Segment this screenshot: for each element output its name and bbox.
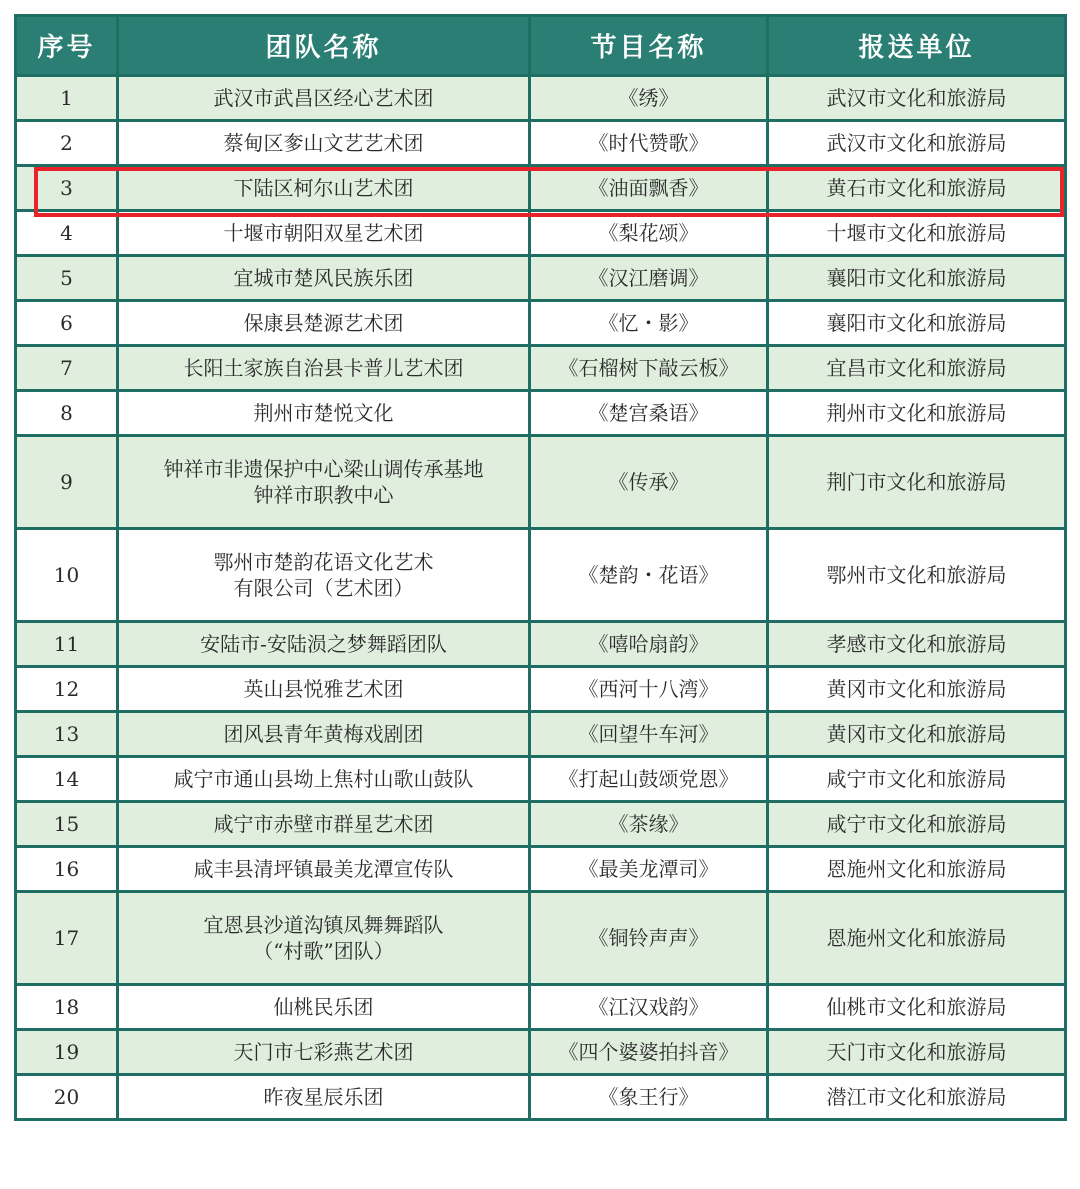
table-row <box>16 211 1066 256</box>
team-name-cell <box>118 256 530 301</box>
submitting-unit-cell: 武汉市文化和旅游局 <box>768 121 1066 166</box>
team-name-line: 武汉市武昌区经心艺术团 <box>213 86 434 110</box>
team-name-line: 鄂州市楚韵花语文化艺术 <box>213 550 434 574</box>
table-row <box>16 667 1066 712</box>
submitting-unit-cell: 咸宁市文化和旅游局 <box>768 757 1066 802</box>
table-row <box>16 301 1066 346</box>
program-name-cell: 《忆・影》 <box>530 301 768 346</box>
team-name-cell <box>118 892 530 985</box>
team-name-cell <box>118 166 530 211</box>
team-name-line: 安陆市-安陆涢之梦舞蹈团队 <box>200 632 447 656</box>
program-name-cell: 《打起山鼓颂党恩》 <box>530 757 768 802</box>
submitting-unit-cell: 武汉市文化和旅游局 <box>768 76 1066 121</box>
table-row <box>16 622 1066 667</box>
team-name-line: 英山县悦雅艺术团 <box>243 677 404 701</box>
submitting-unit-cell: 黄冈市文化和旅游局 <box>768 712 1066 757</box>
team-name-line: 宜恩县沙道沟镇凤舞舞蹈队 <box>203 913 444 937</box>
table-row <box>16 166 1066 211</box>
table-row <box>16 1075 1066 1120</box>
team-name-line: 宜城市楚风民族乐团 <box>233 266 414 290</box>
program-name-cell: 《四个婆婆拍抖音》 <box>530 1030 768 1075</box>
team-name-line: 咸宁市通山县坳上焦村山歌山鼓队 <box>173 767 474 791</box>
team-name-line: 蔡甸区奓山文艺艺术团 <box>223 131 424 155</box>
program-name-cell: 《传承》 <box>530 436 768 529</box>
table-row <box>16 256 1066 301</box>
serial-number-cell: 19 <box>16 1030 118 1075</box>
serial-number-cell: 17 <box>16 892 118 985</box>
team-name-cell <box>118 76 530 121</box>
team-name-line: 长阳土家族自治县卡普儿艺术团 <box>183 356 464 380</box>
team-name-cell <box>118 712 530 757</box>
program-name-cell: 《梨花颂》 <box>530 211 768 256</box>
serial-number-cell: 15 <box>16 802 118 847</box>
program-name-cell: 《时代赞歌》 <box>530 121 768 166</box>
program-name-cell: 《汉江磨调》 <box>530 256 768 301</box>
serial-number-cell: 12 <box>16 667 118 712</box>
serial-number-cell: 9 <box>16 436 118 529</box>
program-name-cell: 《石榴树下敲云板》 <box>530 346 768 391</box>
team-name-cell <box>118 529 530 622</box>
serial-number-cell: 13 <box>16 712 118 757</box>
program-name-cell: 《回望牛车河》 <box>530 712 768 757</box>
program-name-cell: 《铜铃声声》 <box>530 892 768 985</box>
table-row <box>16 712 1066 757</box>
table-row <box>16 346 1066 391</box>
program-name-cell: 《最美龙潭司》 <box>530 847 768 892</box>
team-name-cell <box>118 301 530 346</box>
team-name-cell <box>118 391 530 436</box>
table-row <box>16 436 1066 529</box>
program-name-cell: 《楚韵・花语》 <box>530 529 768 622</box>
program-list-table-container <box>14 14 1064 1121</box>
serial-number-cell: 3 <box>16 166 118 211</box>
table-row <box>16 391 1066 436</box>
team-name-cell <box>118 211 530 256</box>
table-row <box>16 892 1066 985</box>
program-name-cell: 《西河十八湾》 <box>530 667 768 712</box>
team-name-line: 钟祥市非遗保护中心梁山调传承基地 <box>163 457 484 481</box>
submitting-unit-cell: 宜昌市文化和旅游局 <box>768 346 1066 391</box>
team-name-cell <box>118 436 530 529</box>
table-row <box>16 757 1066 802</box>
team-name-cell <box>118 667 530 712</box>
program-name-cell: 《楚宫桑语》 <box>530 391 768 436</box>
table-row <box>16 847 1066 892</box>
team-name-cell <box>118 802 530 847</box>
program-name-cell: 《嘻哈扇韵》 <box>530 622 768 667</box>
team-name-line: 仙桃民乐团 <box>273 995 374 1019</box>
team-name-cell <box>118 121 530 166</box>
submitting-unit-cell: 咸宁市文化和旅游局 <box>768 802 1066 847</box>
table-row <box>16 121 1066 166</box>
table-row <box>16 1030 1066 1075</box>
team-name-line: 十堰市朝阳双星艺术团 <box>223 221 424 245</box>
team-name-cell <box>118 1075 530 1120</box>
submitting-unit-cell: 仙桃市文化和旅游局 <box>768 985 1066 1030</box>
serial-number-cell: 10 <box>16 529 118 622</box>
submitting-unit-cell: 恩施州文化和旅游局 <box>768 892 1066 985</box>
header-serial-number: 序号 <box>16 16 118 76</box>
team-name-line: 钟祥市职教中心 <box>253 483 394 507</box>
team-name-line: 咸丰县清坪镇最美龙潭宣传队 <box>193 857 454 881</box>
team-name-cell <box>118 1030 530 1075</box>
team-name-cell <box>118 985 530 1030</box>
submitting-unit-cell: 黄冈市文化和旅游局 <box>768 667 1066 712</box>
header-submitting-unit: 报送单位 <box>768 16 1066 76</box>
serial-number-cell: 18 <box>16 985 118 1030</box>
team-name-line: 保康县楚源艺术团 <box>243 311 404 335</box>
team-name-cell <box>118 346 530 391</box>
submitting-unit-cell: 天门市文化和旅游局 <box>768 1030 1066 1075</box>
submitting-unit-cell: 黄石市文化和旅游局 <box>768 166 1066 211</box>
submitting-unit-cell: 荆州市文化和旅游局 <box>768 391 1066 436</box>
serial-number-cell: 16 <box>16 847 118 892</box>
submitting-unit-cell: 鄂州市文化和旅游局 <box>768 529 1066 622</box>
submitting-unit-cell: 潜江市文化和旅游局 <box>768 1075 1066 1120</box>
table-header-row <box>16 16 1066 76</box>
program-name-cell: 《江汉戏韵》 <box>530 985 768 1030</box>
table-row <box>16 76 1066 121</box>
serial-number-cell: 6 <box>16 301 118 346</box>
serial-number-cell: 11 <box>16 622 118 667</box>
serial-number-cell: 1 <box>16 76 118 121</box>
serial-number-cell: 5 <box>16 256 118 301</box>
team-name-line: 昨夜星辰乐团 <box>263 1085 384 1109</box>
serial-number-cell: 4 <box>16 211 118 256</box>
team-name-line: 有限公司（艺术团） <box>233 576 414 600</box>
submitting-unit-cell: 恩施州文化和旅游局 <box>768 847 1066 892</box>
team-name-line: 下陆区柯尔山艺术团 <box>233 176 414 200</box>
serial-number-cell: 2 <box>16 121 118 166</box>
program-name-cell: 《象王行》 <box>530 1075 768 1120</box>
header-program-name: 节目名称 <box>530 16 768 76</box>
team-name-line: 天门市七彩燕艺术团 <box>233 1040 414 1064</box>
submitting-unit-cell: 襄阳市文化和旅游局 <box>768 301 1066 346</box>
team-name-line: （“村歌”团队） <box>253 939 394 963</box>
program-name-cell: 《绣》 <box>530 76 768 121</box>
serial-number-cell: 20 <box>16 1075 118 1120</box>
team-name-line: 咸宁市赤壁市群星艺术团 <box>213 812 434 836</box>
table-row <box>16 529 1066 622</box>
table-row <box>16 985 1066 1030</box>
submitting-unit-cell: 孝感市文化和旅游局 <box>768 622 1066 667</box>
team-name-line: 团风县青年黄梅戏剧团 <box>223 722 424 746</box>
program-list-table <box>14 14 1067 1121</box>
serial-number-cell: 7 <box>16 346 118 391</box>
header-team-name: 团队名称 <box>118 16 530 76</box>
table-row <box>16 802 1066 847</box>
submitting-unit-cell: 襄阳市文化和旅游局 <box>768 256 1066 301</box>
serial-number-cell: 14 <box>16 757 118 802</box>
submitting-unit-cell: 十堰市文化和旅游局 <box>768 211 1066 256</box>
program-name-cell: 《茶缘》 <box>530 802 768 847</box>
serial-number-cell: 8 <box>16 391 118 436</box>
team-name-cell <box>118 622 530 667</box>
team-name-line: 荆州市楚悦文化 <box>253 401 394 425</box>
submitting-unit-cell: 荆门市文化和旅游局 <box>768 436 1066 529</box>
program-name-cell: 《油面飘香》 <box>530 166 768 211</box>
team-name-cell <box>118 847 530 892</box>
team-name-cell <box>118 757 530 802</box>
